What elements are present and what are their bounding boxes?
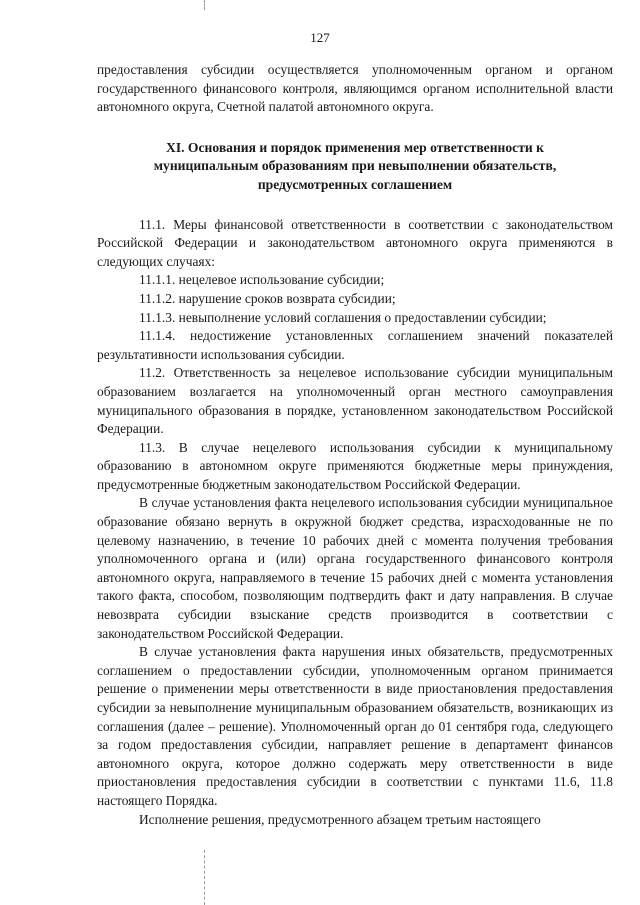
section-heading-line: муниципальным образованиям при невыполнении обязательств, [153, 158, 557, 174]
scan-fold-line-top [204, 0, 205, 10]
paragraph-11-3: 11.3. В случае нецелевого использования субсидии к муниципальному образованию в автономном округе применяются бюджетные меры принуждения, предусмотренные бюджетным законодательством Российской Федерации. [97, 439, 613, 492]
intro-paragraph: предоставления субсидии осуществляется уполномоченным органом и органом государственного финансового контроля, являющимся органом исполнительной власти автономного округа, Счетной палатой автономного округа. [97, 62, 613, 115]
document-body [97, 61, 613, 829]
paragraph-11-1-1: 11.1.1. нецелевое использование субсидии; [139, 272, 385, 288]
paragraph-11-1-4: 11.1.4. недостижение установленных соглашением значений показателей результативности использования субсидии. [97, 328, 613, 362]
scan-fold-line-bottom [204, 850, 205, 905]
paragraph-11-1-3: 11.1.3. невыполнение условий соглашения о предоставлении субсидии; [139, 309, 547, 325]
section-heading-line: предусмотренных соглашением [257, 176, 453, 192]
section-heading [97, 139, 613, 195]
paragraph-11-1: 11.1. Меры финансовой ответственности в соответствии с законодательством Российской Федерации и законодательством автономного округа применяются в следующих случаях: [97, 216, 613, 269]
page-number: 127 [310, 30, 330, 45]
section-heading-line: XI. Основания и порядок применения мер ответственности к [166, 139, 544, 155]
paragraph-11-2: 11.2. Ответственность за нецелевое использование субсидии муниципальным образованием возлагается на уполномоченный орган местного самоуправления муниципального образования в порядке, установленном законодательством Российской Федерации. [97, 365, 613, 437]
paragraph-other-obligations: В случае установления факта нарушения иных обязательств, предусмотренных соглашением о предоставлении субсидии, уполномоченным органом принимается решение о применении меры ответственности в виде приостановления предоставления субсидии за невыполнение муниципальным образованием обязательств, возникающих из соглашения (далее – решение). Уполномоченный орган до 01 сентября года, следующего за годом предоставления субсидии, направляет решение в департамент финансов автономного округа, которое должно содержать меру ответственности в виде приостановления предоставления субсидии в соответствии с пунктами 11.6, 11.8 настоящего Порядка. [97, 644, 613, 808]
paragraph-misuse-return: В случае установления факта нецелевого использования субсидии муниципальное образование обязано вернуть в окружной бюджет средства, израсходованные не по целевому назначению, в течение 10 рабочих дней с момента получения требования уполномоченного органа и (или) органа государственного финансового контроля автономного округа, направляемого в течение 15 рабочих дней с момента установления такого факта, способом, позволяющим подтвердить факт и дату направления. В случае невозврата субсидии взыскание средств производится в соответствии с законодательством Российской Федерации. [97, 495, 613, 641]
paragraph-decision-execution: Исполнение решения, предусмотренного абзацем третьим настоящего [139, 811, 541, 827]
paragraph-11-1-2: 11.1.2. нарушение сроков возврата субсидии; [139, 290, 396, 306]
